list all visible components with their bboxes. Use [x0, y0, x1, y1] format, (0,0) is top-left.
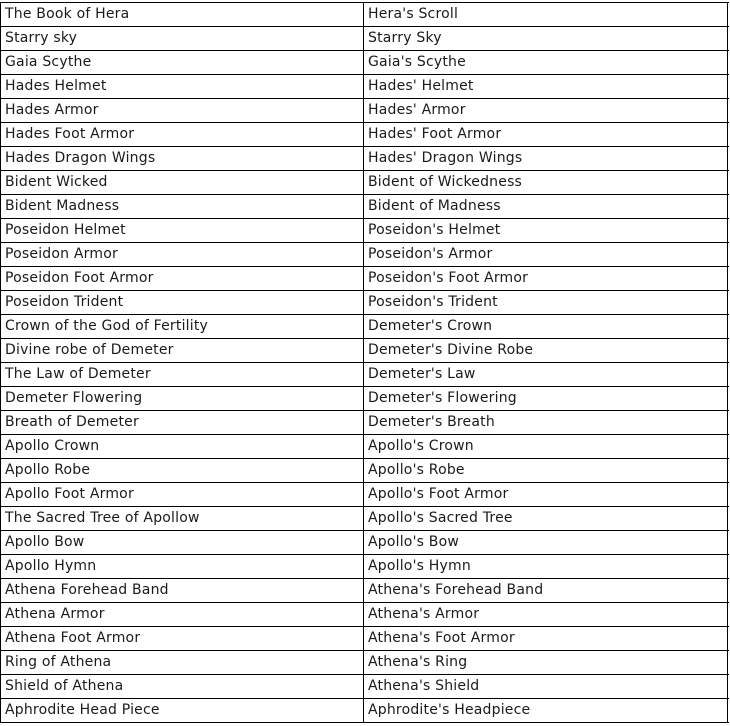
table-row — [1, 171, 729, 195]
table-row — [1, 651, 729, 675]
cell-original-name[interactable]: Athena Foot Armor — [1, 627, 364, 650]
cell-revised-name[interactable]: Starry Sky — [364, 27, 728, 50]
cell-revised-name[interactable]: Poseidon's Helmet — [364, 219, 728, 242]
table-row — [1, 243, 729, 267]
cell-original-name[interactable]: Aphrodite Head Piece — [1, 699, 364, 722]
cell-revised-name[interactable]: Poseidon's Armor — [364, 243, 728, 266]
table-row — [1, 387, 729, 411]
table-row — [1, 219, 729, 243]
cell-original-name[interactable]: Gaia Scythe — [1, 51, 364, 74]
table-row — [1, 75, 729, 99]
table-row — [1, 579, 729, 603]
table-row — [1, 675, 729, 699]
cell-original-name[interactable]: Bident Wicked — [1, 171, 364, 194]
cell-revised-name[interactable]: Poseidon's Foot Armor — [364, 267, 728, 290]
table-row — [1, 267, 729, 291]
cell-revised-name[interactable]: Hera's Scroll — [364, 3, 728, 26]
table-row — [1, 699, 729, 723]
table-row — [1, 555, 729, 579]
table-row — [1, 123, 729, 147]
cell-original-name[interactable]: Poseidon Foot Armor — [1, 267, 364, 290]
cell-original-name[interactable]: Divine robe of Demeter — [1, 339, 364, 362]
cell-original-name[interactable]: Breath of Demeter — [1, 411, 364, 434]
cell-original-name[interactable]: Hades Foot Armor — [1, 123, 364, 146]
cell-original-name[interactable]: Apollo Robe — [1, 459, 364, 482]
table-row — [1, 315, 729, 339]
cell-revised-name[interactable]: Demeter's Flowering — [364, 387, 728, 410]
table-row — [1, 51, 729, 75]
table-row — [1, 603, 729, 627]
cell-revised-name[interactable]: Hades' Foot Armor — [364, 123, 728, 146]
cell-revised-name[interactable]: Aphrodite's Headpiece — [364, 699, 728, 722]
cell-original-name[interactable]: Demeter Flowering — [1, 387, 364, 410]
table-row — [1, 291, 729, 315]
table-row — [1, 99, 729, 123]
cell-original-name[interactable]: Apollo Bow — [1, 531, 364, 554]
cell-revised-name[interactable]: Demeter's Crown — [364, 315, 728, 338]
cell-revised-name[interactable]: Apollo's Sacred Tree — [364, 507, 728, 530]
table-row — [1, 411, 729, 435]
cell-original-name[interactable]: Athena Forehead Band — [1, 579, 364, 602]
cell-original-name[interactable]: Athena Armor — [1, 603, 364, 626]
cell-revised-name[interactable]: Hades' Armor — [364, 99, 728, 122]
cell-revised-name[interactable]: Demeter's Breath — [364, 411, 728, 434]
cell-revised-name[interactable]: Athena's Armor — [364, 603, 728, 626]
cell-original-name[interactable]: Crown of the God of Fertility — [1, 315, 364, 338]
cell-original-name[interactable]: Shield of Athena — [1, 675, 364, 698]
cell-revised-name[interactable]: Hades' Dragon Wings — [364, 147, 728, 170]
cell-original-name[interactable]: Poseidon Helmet — [1, 219, 364, 242]
cell-revised-name[interactable]: Athena's Shield — [364, 675, 728, 698]
table-row — [1, 339, 729, 363]
cell-revised-name[interactable]: Apollo's Foot Armor — [364, 483, 728, 506]
cell-original-name[interactable]: Poseidon Trident — [1, 291, 364, 314]
cell-original-name[interactable]: Poseidon Armor — [1, 243, 364, 266]
cell-original-name[interactable]: Starry sky — [1, 27, 364, 50]
cell-revised-name[interactable]: Bident of Madness — [364, 195, 728, 218]
cell-revised-name[interactable]: Apollo's Crown — [364, 435, 728, 458]
cell-original-name[interactable]: Hades Helmet — [1, 75, 364, 98]
cell-revised-name[interactable]: Apollo's Robe — [364, 459, 728, 482]
table-row — [1, 3, 729, 27]
cell-original-name[interactable]: Hades Armor — [1, 99, 364, 122]
cell-revised-name[interactable]: Athena's Foot Armor — [364, 627, 728, 650]
cell-revised-name[interactable]: Apollo's Bow — [364, 531, 728, 554]
table-row — [1, 507, 729, 531]
cell-original-name[interactable]: Apollo Crown — [1, 435, 364, 458]
cell-original-name[interactable]: Apollo Foot Armor — [1, 483, 364, 506]
cell-original-name[interactable]: Apollo Hymn — [1, 555, 364, 578]
table-row — [1, 147, 729, 171]
cell-revised-name[interactable]: Demeter's Law — [364, 363, 728, 386]
table-row — [1, 363, 729, 387]
cell-original-name[interactable]: The Sacred Tree of Apollow — [1, 507, 364, 530]
cell-revised-name[interactable]: Demeter's Divine Robe — [364, 339, 728, 362]
cell-revised-name[interactable]: Poseidon's Trident — [364, 291, 728, 314]
table-row — [1, 435, 729, 459]
cell-original-name[interactable]: The Law of Demeter — [1, 363, 364, 386]
cell-original-name[interactable]: The Book of Hera — [1, 3, 364, 26]
cell-original-name[interactable]: Bident Madness — [1, 195, 364, 218]
table-row — [1, 531, 729, 555]
cell-revised-name[interactable]: Athena's Ring — [364, 651, 728, 674]
table-row — [1, 27, 729, 51]
cell-original-name[interactable]: Ring of Athena — [1, 651, 364, 674]
cell-revised-name[interactable]: Bident of Wickedness — [364, 171, 728, 194]
table-row — [1, 627, 729, 651]
cell-revised-name[interactable]: Athena's Forehead Band — [364, 579, 728, 602]
cell-revised-name[interactable]: Gaia's Scythe — [364, 51, 728, 74]
cell-original-name[interactable]: Hades Dragon Wings — [1, 147, 364, 170]
cell-revised-name[interactable]: Apollo's Hymn — [364, 555, 728, 578]
table-row — [1, 459, 729, 483]
table-row — [1, 483, 729, 507]
cell-revised-name[interactable]: Hades' Helmet — [364, 75, 728, 98]
spreadsheet-grid — [0, 2, 729, 723]
table-row — [1, 195, 729, 219]
